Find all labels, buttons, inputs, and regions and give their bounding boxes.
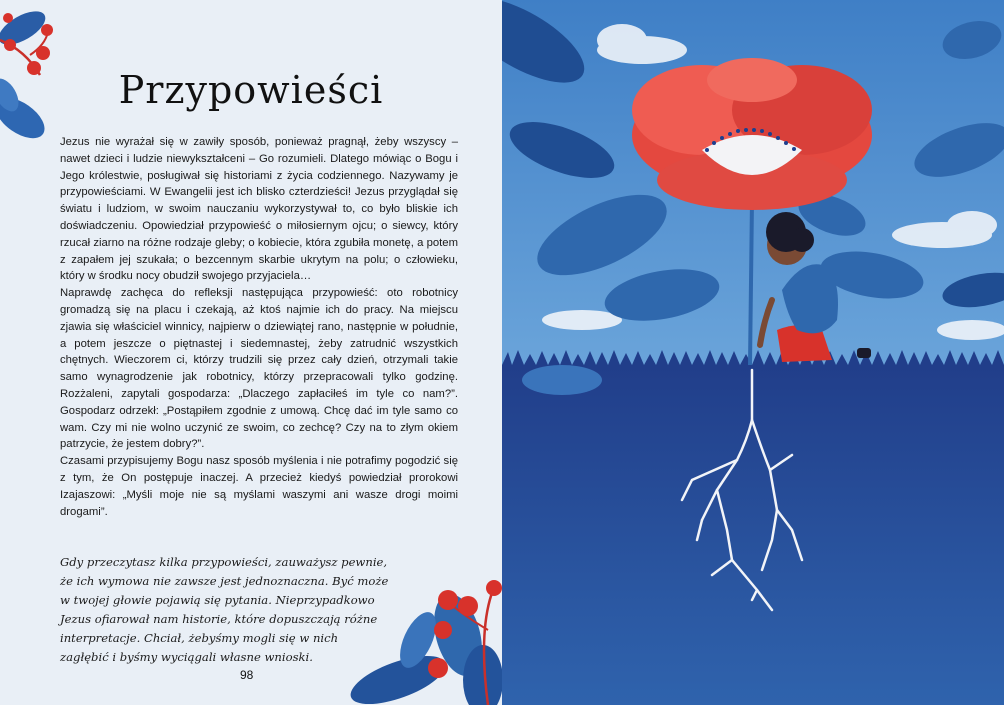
right-page-illustration bbox=[502, 0, 1004, 705]
flower-and-child-illustration bbox=[502, 0, 1004, 705]
page-number: 98 bbox=[240, 668, 254, 682]
note-text: Gdy przeczytasz kilka przypowieści, zauważysz pewnie, że ich wymowa nie zawsze jest jednoznaczna. Być może w twojej głowie pojawią się pytania. Nieprzypadkowo Jezus ofiarował nam historie, które dopuszczają różne interpretacje. Chciał, żebyśmy mogli się w nich zagłębić i byśmy wyciągali własne wnioski. bbox=[60, 555, 389, 664]
berry-branch-bottom-illustration bbox=[338, 570, 502, 705]
paragraph-3: Czasami przypisujemy Bogu nasz sposób myślenia i nie potrafimy pogodzić się z tym, że On postępuje inaczej. A przecież kiedyś powiedział prorokowi Izajaszowi: „Myśli moje nie są myślami waszymi ani wasze drogi moimi drogami”. bbox=[60, 455, 458, 518]
page-title: Przypowieści bbox=[118, 68, 384, 112]
paragraph-1: Jezus nie wyrażał się w zawiły sposób, ponieważ pragnął, żeby wszyscy – nawet dzieci i ludzie niewykształceni – Go rozumieli. Dlatego mówiąc o Bogu i Jego królestwie, posługiwał się historiami z życia codziennego. Nazywamy je przypowieściami. W Ewangelii jest ich blisko czterdzieści! Jezus przyglądał się światu i ludziom, w swoim nauczaniu wykorzystywał to, co było bliskie ich doświadczeniu. Opowiedział przypowieść o miłosiernym ojcu; o siewcy, który rzucał ziarno na różne rodzaje gleby; o kobiecie, która zgubiła monetę, a potem z zapałem jej szukała; o bezcennym skarbie ukrytym na polu; o człowieku, który w środku nocy obudził swojego przyjaciela… bbox=[60, 136, 458, 283]
paragraph-2: Naprawdę zachęca do refleksji następująca przypowieść: oto robotnicy gromadzą się na placu i czekają, aż ktoś najmie ich do pracy. Na miejscu zjawia się właściciel winnicy, najpierw o dziewiątej rano, następnie w południe, a potem jeszcze o piętnastej i siedemnastej, żeby zatrudnić wszystkich chętnych. Wieczorem ci, którzy trudzili się przez cały dzień, otrzymali takie samo wynagrodzenie jak robotnicy, którzy przepracowali tylko godzinę. Rozżaleni, zapytali gospodarza: „Dlaczego zapłaciłeś im tyle co nam?”. Gospodarz odrzekł: „Postąpiłem zgodnie z umową. Chcę dać im tyle samo co wam. Czy mi nie wolno uczynić ze swoim, co zechcę? Czy na to złym okiem patrzycie, że jestem dobry?”. bbox=[60, 287, 458, 451]
body-text bbox=[60, 134, 458, 520]
